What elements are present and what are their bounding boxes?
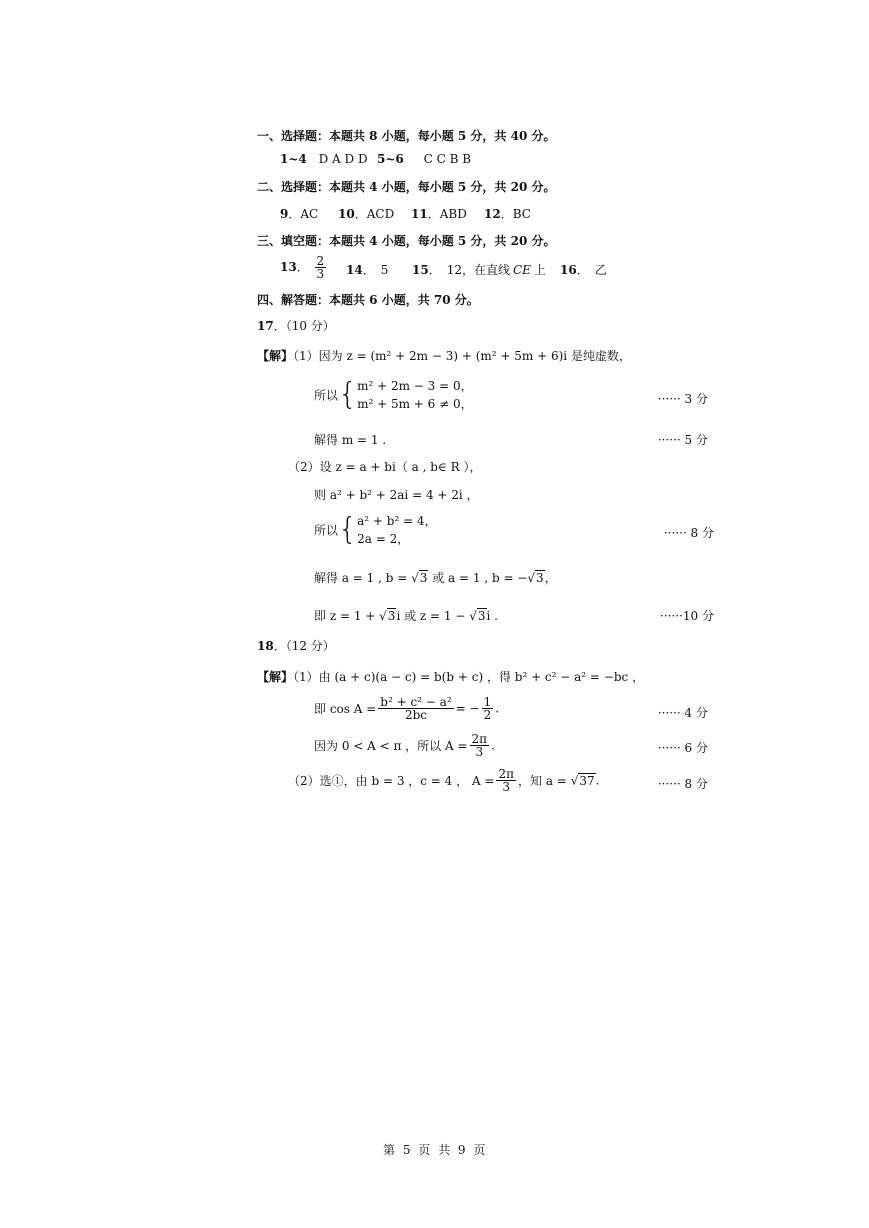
answer-10: 10．ACD: [338, 207, 395, 221]
angle-end: .: [491, 738, 495, 753]
answer-13-fraction: [315, 255, 327, 280]
section-3-heading: 三、填空题：本题共 4 小题，每小题 5 分，共 20 分。: [257, 234, 556, 248]
q17-part1-solve: 解得 m = 1 .: [314, 433, 387, 447]
answers-5-6-values: C C B B: [423, 152, 472, 166]
q17-part2-final: 即 z = 1 + √3i 或 z = 1 − √3i .: [314, 609, 498, 623]
left-brace-icon: {: [338, 377, 358, 412]
answer-16-number: 16: [560, 263, 577, 277]
section-2-heading: 二、选择题：本题共 4 小题，每小题 5 分，共 20 分。: [257, 180, 556, 194]
answer-9: 9．AC: [280, 207, 319, 221]
q17-score-8: ······ 8 分: [663, 526, 714, 540]
q17-part1-system: [314, 377, 473, 413]
angle-lead: 因为 0 < A < π ，所以 A =: [314, 739, 468, 753]
answer-14-number: 14: [346, 263, 363, 277]
system-equation-1: m² + 2m − 3 = 0，: [357, 379, 473, 393]
answers-5-6-label: 5~6: [377, 152, 404, 166]
answer-15: 15． 12，在直线 CE 上: [412, 263, 546, 277]
final-text-2: i 或 z = 1 −: [396, 609, 466, 623]
fraction-denominator: 3: [475, 745, 484, 759]
q17-part1-statement: 因为 z = (m² + 2m − 3) + (m² + 5m + 6)i 是纯虚数，: [318, 349, 631, 363]
q18-part2-line: （2）选①，由 b = 3 ，c = 4 ， A = $\frac{2\pi}{3}$ ，知 a = √37.: [288, 767, 600, 794]
answer-12: 12．BC: [484, 207, 531, 221]
system-equation-2: 2a = 2，: [357, 532, 410, 546]
q17-title: 17．（10 分）: [257, 319, 335, 333]
section-4-heading: 四、解答题：本题共 6 小题，共 70 分。: [257, 293, 479, 307]
part2-end: .: [595, 773, 600, 788]
fraction-numerator: 2: [316, 254, 325, 268]
answer-15-tail: 上: [533, 263, 546, 277]
half-fraction: [482, 696, 494, 721]
q18-part1-intro: [257, 668, 644, 685]
system-equation-1: a² + b² = 4，: [357, 514, 437, 528]
q17-number: 17: [257, 319, 274, 333]
solution-mark: 【解】: [257, 670, 294, 684]
answers-5-6: [377, 152, 471, 166]
system-lead: 所以: [314, 388, 339, 403]
q18-part1-statement: 由 (a + c)(a − c) = b(b + c) ，得 b² + c² − a² = −bc ，: [318, 670, 645, 684]
answers-1-4-label: 1~4: [280, 152, 307, 166]
q17-part2-solve: 解得 a = 1 , b = √3 或 a = 1 , b = −√3，: [314, 571, 557, 585]
fraction-numerator: 1: [483, 695, 492, 709]
q18-number: 18: [257, 639, 274, 653]
answer-11: 11．ABD: [411, 207, 467, 221]
q18-score-4: ······ 4 分: [657, 706, 708, 720]
q17-score-3: ······ 3 分: [657, 392, 708, 406]
system-equation-2: m² + 5m + 6 ≠ 0，: [357, 397, 473, 411]
left-brace-icon: {: [338, 512, 358, 547]
answer-12-number: 12: [484, 207, 501, 221]
solve-text-1: 解得 a = 1 , b =: [314, 571, 408, 585]
answer-14: 14． 5: [346, 263, 389, 277]
q18-title: 18．（12 分）: [257, 639, 335, 653]
answer-16: 16． 乙: [560, 263, 607, 277]
solve-text-2: 或 a = 1 , b = −: [432, 571, 528, 585]
cos-end: .: [495, 701, 500, 716]
answers-1-4-values: D A D D: [318, 152, 368, 166]
answer-10-number: 10: [338, 207, 355, 221]
part-label: （2）: [288, 774, 320, 788]
sqrt-radicand: 3: [477, 609, 486, 623]
sqrt-radicand: 3: [387, 609, 396, 623]
answer-15-value: 12，在直线: [446, 263, 510, 277]
q17-points: （10 分）: [285, 319, 335, 333]
solution-mark: 【解】: [257, 349, 294, 363]
section-1-heading: 一、选择题：本题共 8 小题，每小题 5 分，共 40 分。: [257, 129, 556, 143]
q18-points: （12 分）: [285, 639, 335, 653]
final-text-3: i .: [486, 609, 498, 623]
answer-13: 13． $\frac{2}{3}$: [280, 254, 325, 281]
answer-12-value: BC: [512, 207, 531, 221]
cos-equals: = −: [455, 701, 480, 716]
angle-fraction: [496, 768, 516, 793]
part-label: （1）: [293, 349, 319, 363]
answer-10-value: ACD: [366, 207, 395, 221]
part-label: （2）: [288, 460, 320, 474]
q18-score-6: ······ 6 分: [657, 741, 708, 755]
fraction-numerator: 2π: [471, 732, 488, 746]
page-footer: 第 5 页 共 9 页: [383, 1143, 488, 1157]
cos-lead: 即 cos A =: [314, 702, 377, 716]
q17-part2-assume: 设 z = a + bi（ a , b∈ R ），: [319, 460, 482, 474]
sqrt-radicand: 3: [536, 571, 544, 585]
fraction-numerator: b² + c² − a²: [380, 695, 452, 709]
part-label: （1）: [293, 670, 319, 684]
answer-15-number: 15: [412, 263, 429, 277]
solve-text-3: ，: [544, 571, 557, 585]
fraction-denominator: 2bc: [404, 708, 427, 722]
fraction-numerator: 2π: [498, 767, 515, 781]
system-lead: 所以: [314, 523, 339, 538]
q17-part2-equation: 则 a² + b² + 2ai = 4 + 2i ，: [314, 488, 479, 502]
fraction-denominator: 2: [483, 708, 492, 722]
answer-16-value: 乙: [594, 263, 607, 277]
q18-score-8: ······ 8 分: [657, 777, 708, 791]
answers-1-4: [280, 152, 368, 166]
q18-cos-line: [314, 696, 499, 721]
part2-lead: 选①，由 b = 3 ，c = 4 ， A =: [319, 774, 495, 788]
q17-score-5: ······ 5 分: [657, 433, 708, 447]
sqrt-radicand: 3: [419, 571, 428, 585]
q18-angle-line: [314, 733, 495, 758]
answer-11-value: ABD: [439, 207, 467, 221]
answer-13-number: 13: [280, 260, 297, 274]
answer-9-number: 9: [280, 207, 289, 221]
q17-part1-intro: [257, 347, 631, 364]
answer-11-number: 11: [411, 207, 428, 221]
q17-part2-intro: [288, 458, 481, 475]
q17-part2-system: [314, 512, 437, 548]
fraction-denominator: 3: [316, 267, 325, 281]
answer-9-value: AC: [300, 207, 319, 221]
angle-fraction: [470, 733, 490, 758]
q17-score-10: ······10 分: [660, 609, 714, 623]
answer-15-variable: CE: [513, 263, 531, 277]
answer-14-value: 5: [380, 263, 389, 277]
cos-fraction: [378, 696, 453, 721]
fraction-denominator: 3: [502, 780, 511, 794]
final-text-1: 即 z = 1 +: [314, 609, 376, 623]
sqrt-radicand: 37: [579, 773, 595, 788]
part2-mid: ，知 a =: [518, 774, 567, 788]
